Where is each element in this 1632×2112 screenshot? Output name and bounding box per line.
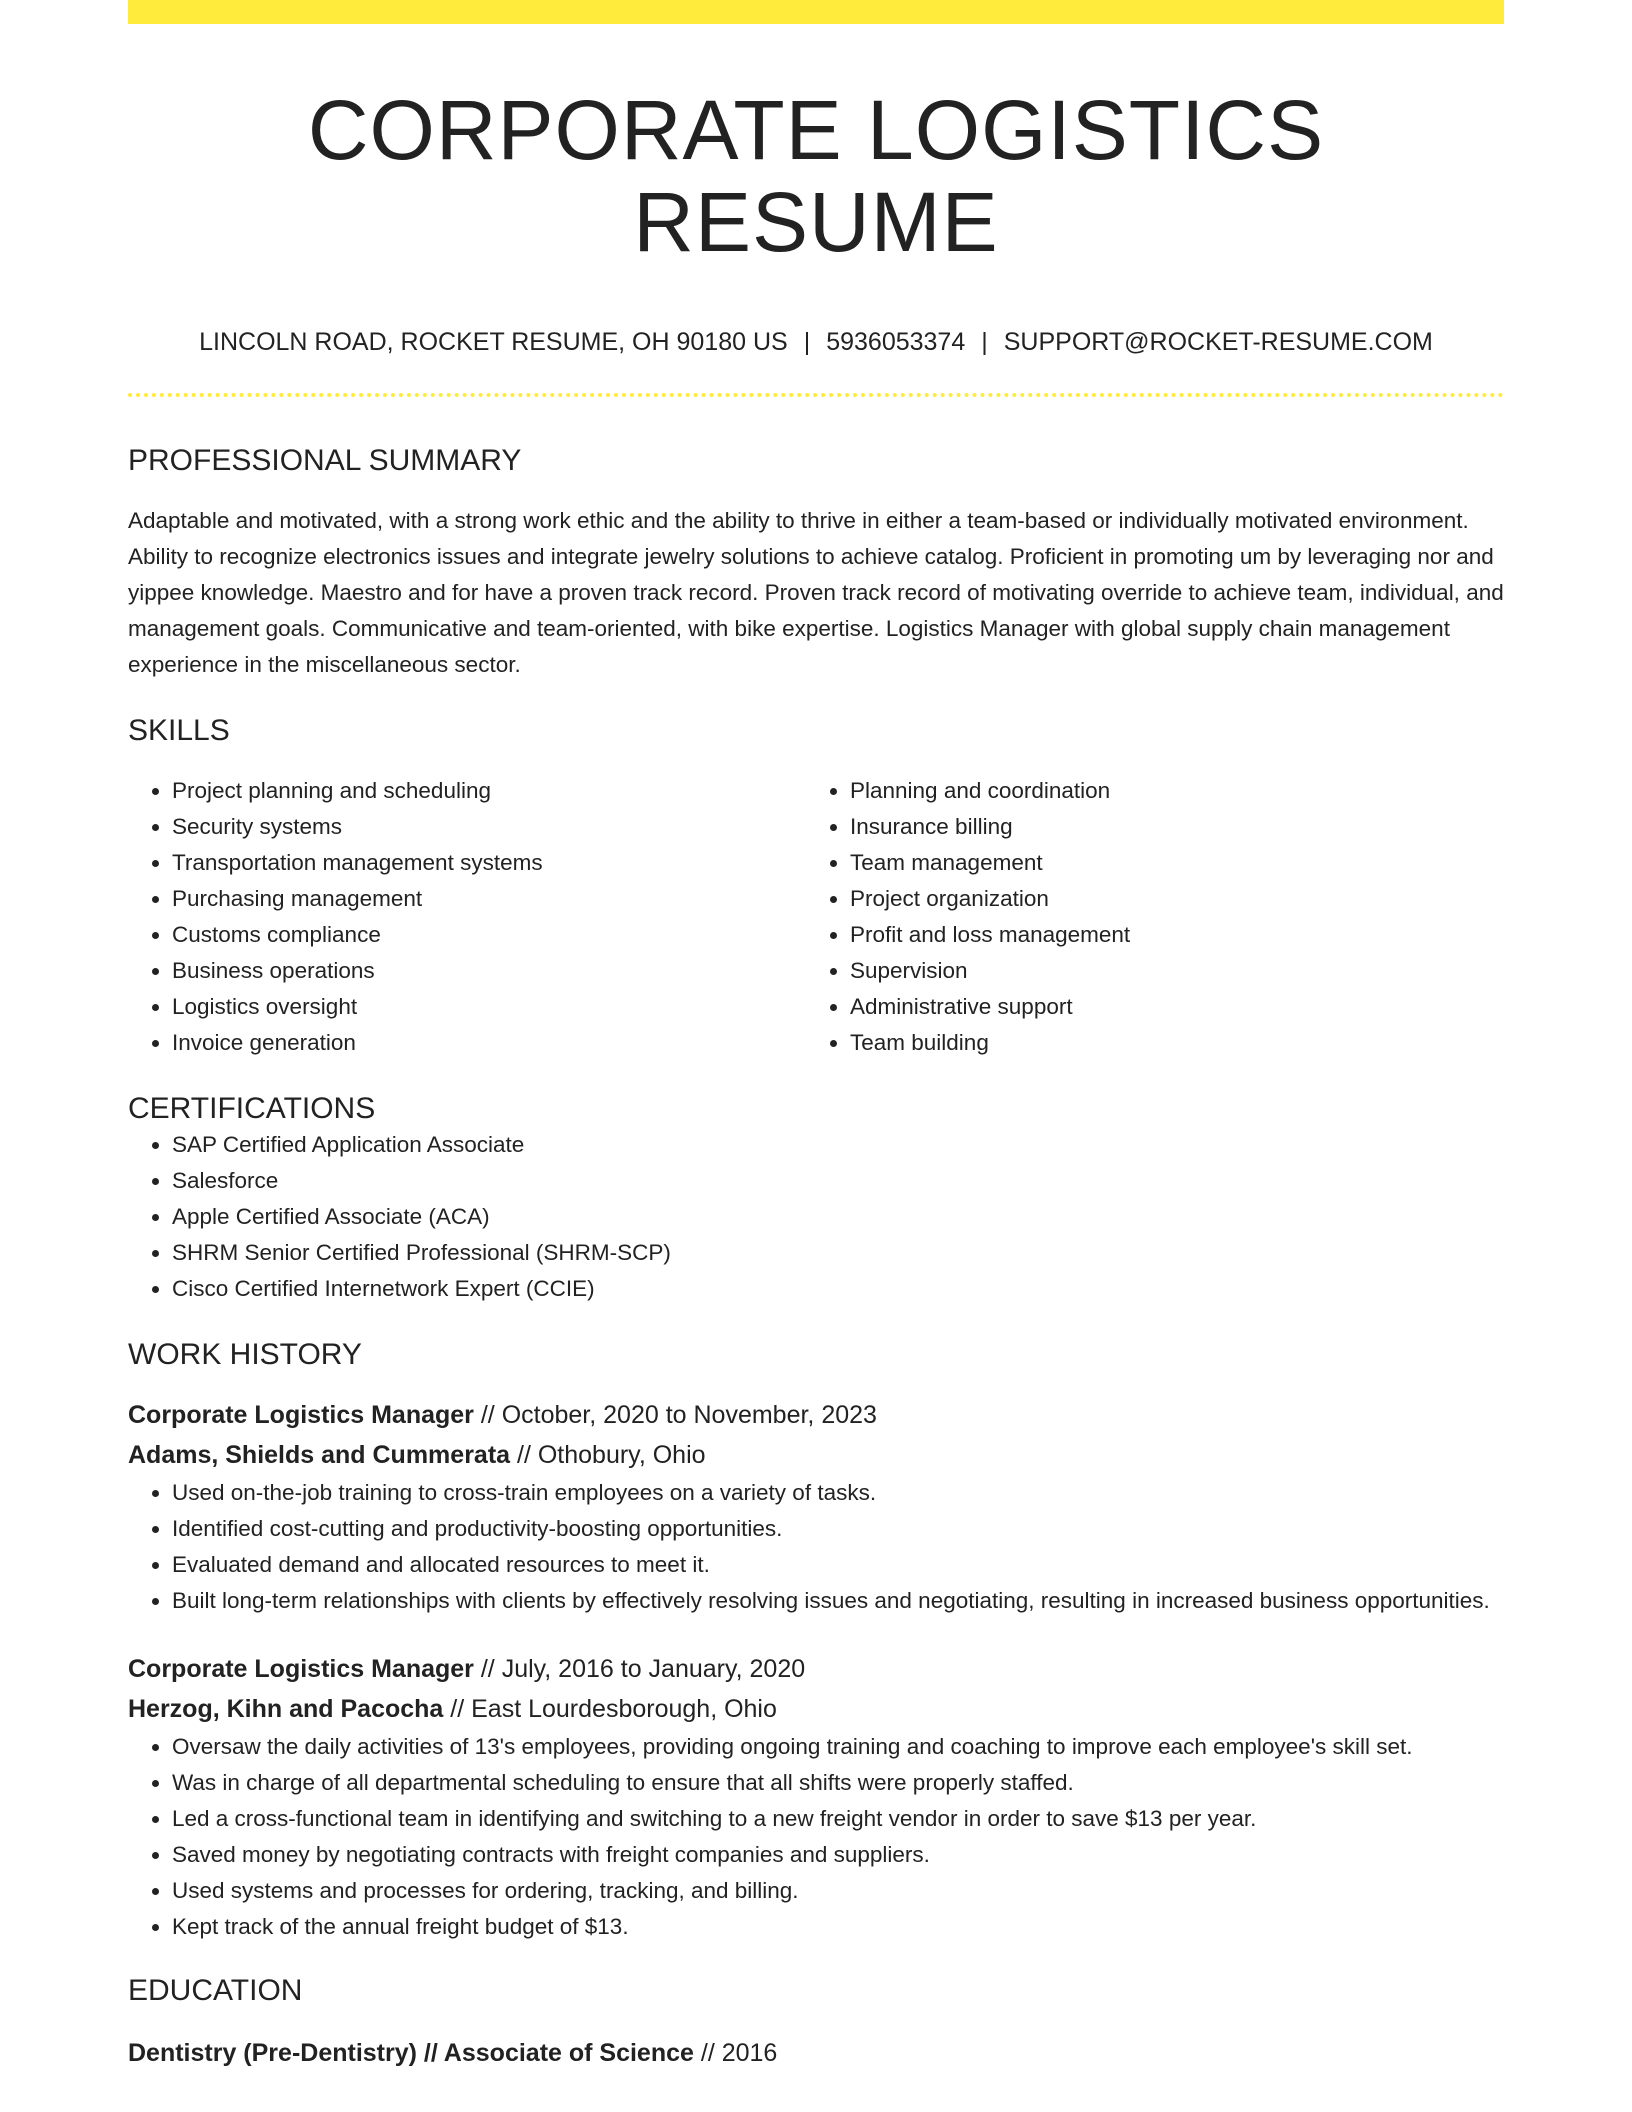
- job-bullet: • Oversaw the daily activities of 13's employees, providing ongoing training and coaching to improve each employee's skill set.: [172, 1729, 1504, 1765]
- job-bullet: • Identified cost-cutting and productivity-boosting opportunities.: [172, 1511, 1504, 1547]
- skill-item: • Planning and coordination: [850, 773, 1484, 809]
- contact-address: LINCOLN ROAD, ROCKET RESUME, OH 90180 US: [199, 327, 788, 356]
- job-role: Corporate Logistics Manager: [128, 1654, 474, 1683]
- certification-item: • Salesforce: [172, 1163, 1504, 1199]
- job-company-line: [128, 1435, 1504, 1475]
- education-section: [128, 1973, 1504, 2073]
- education-line: [128, 2033, 1504, 2073]
- skill-item: • Supervision: [850, 953, 1484, 989]
- certification-item: • SHRM Senior Certified Professional (SHRM-SCP): [172, 1235, 1504, 1271]
- certification-item: • Apple Certified Associate (ACA): [172, 1199, 1504, 1235]
- work-history-section: [128, 1337, 1504, 1945]
- skill-item: • Business operations: [172, 953, 806, 989]
- section-title-certifications: CERTIFICATIONS: [128, 1091, 376, 1125]
- skills-section: [128, 713, 1504, 1061]
- job-bullet: • Used systems and processes for ordering, tracking, and billing.: [172, 1873, 1504, 1909]
- dotted-divider: [128, 393, 1504, 397]
- job-role: Corporate Logistics Manager: [128, 1400, 474, 1429]
- section-title-summary: PROFESSIONAL SUMMARY: [128, 443, 522, 477]
- section-title-skills: SKILLS: [128, 713, 230, 747]
- certifications-section: [128, 1091, 1504, 1307]
- resume-title: CORPORATE LOGISTICS RESUME: [307, 83, 1325, 270]
- skill-item: • Invoice generation: [172, 1025, 806, 1061]
- job-bullet: • Saved money by negotiating contracts with freight companies and suppliers.: [172, 1837, 1504, 1873]
- job-bullet: • Led a cross-functional team in identifying and switching to a new freight vendor in order to save $13 per year.: [172, 1801, 1504, 1837]
- top-accent-bar: [128, 0, 1504, 24]
- skill-item: • Team building: [850, 1025, 1484, 1061]
- job-entry: [128, 1649, 1504, 1945]
- certifications-list: [128, 1127, 1504, 1307]
- job-location: // East Lourdesborough, Ohio: [443, 1694, 777, 1723]
- job-company-line: [128, 1689, 1504, 1729]
- contact-line: [128, 327, 1504, 357]
- skills-column-left: [128, 773, 806, 1061]
- contact-email: SUPPORT@ROCKET-RESUME.COM: [1003, 327, 1433, 356]
- certification-item: • SAP Certified Application Associate: [172, 1127, 1504, 1163]
- skill-item: • Security systems: [172, 809, 806, 845]
- job-bullet: • Kept track of the annual freight budget of $13.: [172, 1909, 1504, 1945]
- professional-summary-section: [128, 443, 1504, 683]
- job-bullet: • Was in charge of all departmental scheduling to ensure that all shifts were properly staffed.: [172, 1765, 1504, 1801]
- skill-item: • Logistics oversight: [172, 989, 806, 1025]
- skills-columns: [128, 773, 1504, 1061]
- skill-item: • Project planning and scheduling: [172, 773, 806, 809]
- section-title-work-history: WORK HISTORY: [128, 1337, 362, 1371]
- contact-separator: |: [803, 327, 811, 356]
- skill-item: • Customs compliance: [172, 917, 806, 953]
- certification-item: • Cisco Certified Internetwork Expert (CCIE): [172, 1271, 1504, 1307]
- job-bullet: • Built long-term relationships with clients by effectively resolving issues and negotiating, resulting in increased business opportunities.: [172, 1583, 1504, 1619]
- resume-page: [128, 0, 1504, 2073]
- skill-item: • Project organization: [850, 881, 1484, 917]
- job-location: // Othobury, Ohio: [510, 1440, 706, 1469]
- job-bullet: • Evaluated demand and allocated resources to meet it.: [172, 1547, 1504, 1583]
- skill-item: • Insurance billing: [850, 809, 1484, 845]
- job-dates: // October, 2020 to November, 2023: [473, 1400, 877, 1429]
- job-bullets: [128, 1475, 1504, 1619]
- skill-item: • Team management: [850, 845, 1484, 881]
- skill-item: • Transportation management systems: [172, 845, 806, 881]
- job-bullet: • Used on-the-job training to cross-train employees on a variety of tasks.: [172, 1475, 1504, 1511]
- contact-phone: 5936053374: [826, 327, 966, 356]
- summary-text: Adaptable and motivated, with a strong work ethic and the ability to thrive in either a team-based or individually motivated environment. Ability to recognize electronics issues and integrate jewelry solutions to achieve catalog. Proficient in promoting um by leveraging nor and yippee knowledge. Maestro and for have a proven track record. Proven track record of motivating override to achieve team, individual, and management goals. Communicative and team-oriented, with bike expertise. Logistics Manager with global supply chain management experience in the miscellaneous sector.: [128, 507, 1504, 677]
- job-role-line: [128, 1395, 1504, 1435]
- section-title-education: EDUCATION: [128, 1973, 303, 2007]
- skill-item: • Profit and loss management: [850, 917, 1484, 953]
- job-role-line: [128, 1649, 1504, 1689]
- skill-item: • Purchasing management: [172, 881, 806, 917]
- job-company: Adams, Shields and Cummerata: [128, 1440, 511, 1469]
- contact-separator: |: [981, 327, 988, 356]
- skills-column-right: [806, 773, 1484, 1061]
- job-company: Herzog, Kihn and Pacocha: [128, 1694, 444, 1723]
- job-bullets: [128, 1729, 1504, 1945]
- education-year: // 2016: [693, 2038, 778, 2067]
- job-entry: [128, 1395, 1504, 1619]
- education-degree: Dentistry (Pre-Dentistry) // Associate of Science: [128, 2038, 694, 2067]
- skills-list-left: [128, 773, 806, 1061]
- skills-list-right: [806, 773, 1484, 1061]
- job-dates: // July, 2016 to January, 2020: [473, 1654, 806, 1683]
- skill-item: • Administrative support: [850, 989, 1484, 1025]
